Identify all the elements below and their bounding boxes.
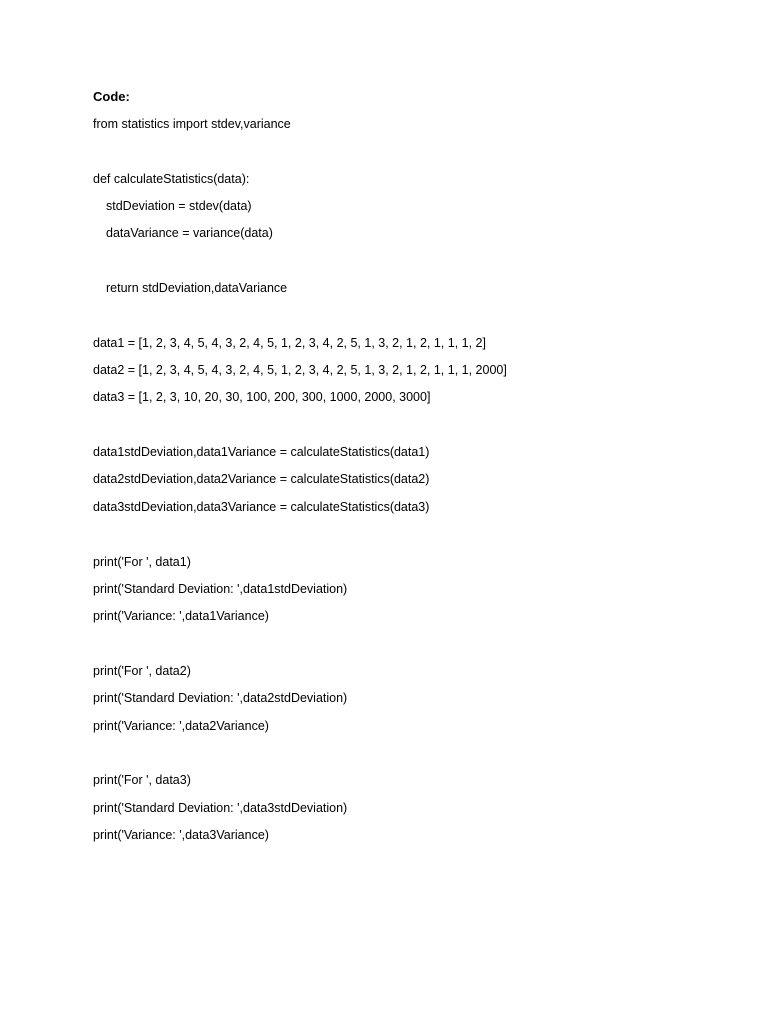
code-line: dataVariance = variance(data) xyxy=(106,226,273,241)
code-line: print('For ', data2) xyxy=(93,663,191,678)
code-line: print('Standard Deviation: ',data3stdDeviation) xyxy=(93,800,348,815)
code-line: stdDeviation = stdev(data) xyxy=(106,199,252,214)
code-line: print('Variance: ',data1Variance) xyxy=(93,609,269,624)
code-line: data2 = [1, 2, 3, 4, 5, 4, 3, 2, 4, 5, 1, 2, 3, 4, 2, 5, 1, 3, 2, 1, 2, 1, 1, 1, 2000] xyxy=(93,363,507,378)
blank-line xyxy=(93,143,713,170)
code-block xyxy=(93,116,713,854)
blank-line xyxy=(93,636,713,663)
code-line: print('For ', data3) xyxy=(93,773,191,788)
code-line: print('Variance: ',data2Variance) xyxy=(93,718,269,733)
blank-line xyxy=(93,307,713,334)
code-line: print('Standard Deviation: ',data2stdDeviation) xyxy=(93,691,348,706)
code-heading: Code: xyxy=(93,89,130,104)
code-line: data1 = [1, 2, 3, 4, 5, 4, 3, 2, 4, 5, 1, 2, 3, 4, 2, 5, 1, 3, 2, 1, 2, 1, 1, 1, 2] xyxy=(93,335,486,350)
code-line: data2stdDeviation,data2Variance = calculateStatistics(data2) xyxy=(93,472,430,487)
blank-line xyxy=(93,417,713,444)
blank-line xyxy=(93,745,713,772)
code-line: data3stdDeviation,data3Variance = calculateStatistics(data3) xyxy=(93,499,430,514)
code-line: print('Variance: ',data3Variance) xyxy=(93,827,269,842)
code-line: print('Standard Deviation: ',data1stdDeviation) xyxy=(93,581,348,596)
code-line: data3 = [1, 2, 3, 10, 20, 30, 100, 200, 300, 1000, 2000, 3000] xyxy=(93,390,431,405)
blank-line xyxy=(93,526,713,553)
code-line: data1stdDeviation,data1Variance = calculateStatistics(data1) xyxy=(93,445,430,460)
code-line: from statistics import stdev,variance xyxy=(93,117,291,131)
blank-line xyxy=(93,253,713,280)
code-line: print('For ', data1) xyxy=(93,554,191,569)
code-line: return stdDeviation,dataVariance xyxy=(106,281,288,296)
code-line: def calculateStatistics(data): xyxy=(93,171,250,186)
